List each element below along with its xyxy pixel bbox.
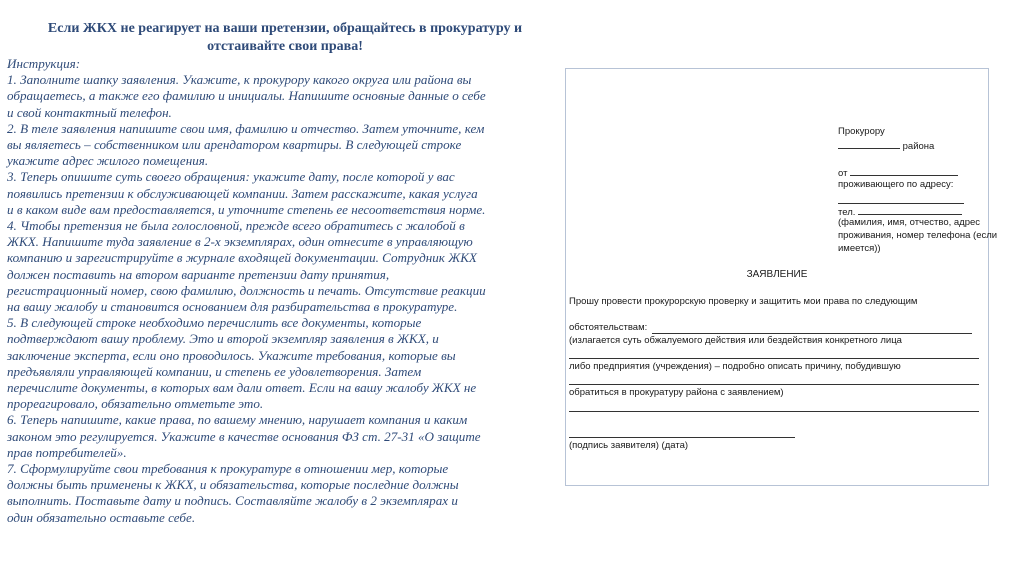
title-line: Если ЖКХ не реагирует на ваши претензии, обращайтесь в прокуратуру и (47, 21, 523, 36)
instruction-line: прав потребителей». (7, 444, 127, 460)
form-district-line (838, 139, 934, 153)
instruction-line: вы являетесь – собственником или арендатором квартиры. В следующей строке (7, 137, 462, 153)
instruction-line: предъявляли управляющей компании, и степень ее удовлетворения. Затем (7, 363, 422, 379)
form-hint-person: проживания, номер телефона (если (838, 230, 998, 241)
form-hint-action: (излагается суть обжалуемого действия или бездействия конкретного лица (569, 335, 902, 346)
fill-line (652, 333, 972, 334)
instruction-line: и в каком виде вам предоставляется, и уточните степень ее несоответствия норме. (7, 201, 486, 217)
fill-line (850, 166, 958, 176)
instruction-line: перечислите документы, в которых вам дали ответ. Если на вашу жалобу ЖКХ не (7, 380, 477, 396)
instruction-line: 3. Теперь опишите суть своего обращения: укажите дату, после которой у вас (7, 169, 455, 185)
instruction-line: подтверждают вашу проблему. Это и второй экземпляр заявления в ЖКХ, и (7, 331, 439, 347)
instruction-line: 7. Сформулируйте свои требования к прокуратуре в отношении мер, которые (7, 461, 449, 477)
instruction-line: ЖКХ. Напишите туда заявление в 2-х экземплярах, один отнесите в управляющую (7, 234, 473, 250)
form-from-line (838, 166, 958, 180)
instruction-line: компанию и зарегистрируйте в журнале входящей документации. Сотрудник ЖКХ (7, 250, 477, 266)
instruction-line: должен поставить на втором варианте претензии дату принятия, (7, 266, 390, 282)
instruction-line: и свой контактный телефон. (7, 104, 172, 120)
fill-line (858, 205, 962, 215)
instruction-line: прореагировало, обязательно отметьте это. (7, 396, 264, 412)
form-hint-apply: обратиться в прокуратуру района с заявлением) (569, 387, 784, 398)
instruction-line: 2. В теле заявления напишите свои имя, фамилию и отчество. Затем уточните, кем (7, 120, 485, 136)
instruction-line: 1. Заполните шапку заявления. Укажите, к прокурору какого округа или района вы (7, 72, 472, 88)
title-line: отстаивайте свои права! (207, 39, 363, 54)
form-from: от (838, 168, 848, 179)
instruction-line: 6. Теперь напишите, какие права, по вашему мнению, нарушает компания и каким (7, 412, 468, 428)
instruction-line: выполнить. Поставьте дату и подпись. Составляйте жалобу в 2 экземплярах и (7, 493, 458, 509)
instruction-line: 5. В следующей строке необходимо перечислить все документы, которые (7, 315, 422, 331)
instruction-line: один обязательно оставьте себе. (7, 509, 196, 525)
fill-line (569, 411, 979, 412)
fill-line (838, 139, 900, 149)
instruction-line: Инструкция: (7, 56, 81, 71)
form-circumstances: обстоятельствам: (569, 322, 648, 333)
complaint-form-sample (565, 68, 998, 486)
fill-line (569, 384, 979, 385)
instruction-line: должны быть применены к ЖКХ, и обязательства, которые последние должны (7, 477, 459, 493)
form-tel: тел. (838, 207, 856, 218)
instruction-line: заключение эксперта, если оно проводилось. Укажите требования, которые вы (7, 347, 456, 363)
fill-line (569, 358, 979, 359)
fill-line (569, 437, 795, 438)
instruction-line: обращаетесь, а также его фамилию и инициалы. Напишите основные данные о себе (7, 88, 486, 104)
form-hint-org: либо предприятия (учреждения) – подробно описать причину, побудившую (569, 361, 901, 372)
form-to-prosecutor: Прокурору (838, 126, 885, 137)
fill-line (838, 203, 964, 204)
form-hint-person: имеется)) (838, 243, 881, 254)
instruction-line: появились претензии к обслуживающей компании. Затем расскажите, какая услуга (7, 185, 478, 201)
instruction-line: законом это регулируется. Укажите в качестве основания ФЗ ст. 27-31 «О защите (7, 428, 481, 444)
instruction-line: на вашу жалобу и становится основанием для разбирательства в прокуратуре. (7, 299, 458, 315)
form-signature: (подпись заявителя) (дата) (569, 440, 689, 451)
form-hint-person: (фамилия, имя, отчество, адрес (838, 217, 981, 228)
instruction-line: 4. Чтобы претензия не была голословной, прежде всего обратитесь с жалобой в (7, 218, 465, 234)
instruction-line: регистрационный номер, свою фамилию, должность и печать. Отсутствие реакции (7, 282, 486, 298)
form-request: Прошу провести прокурорскую проверку и защитить мои права по следующим (569, 296, 918, 307)
form-residing: проживающего по адресу: (838, 179, 954, 190)
page-title (10, 20, 560, 56)
instructions-text (7, 56, 559, 526)
form-district: района (902, 141, 935, 152)
instruction-line: укажите адрес жилого помещения. (7, 153, 209, 169)
form-heading: ЗАЯВЛЕНИЕ (746, 269, 808, 280)
